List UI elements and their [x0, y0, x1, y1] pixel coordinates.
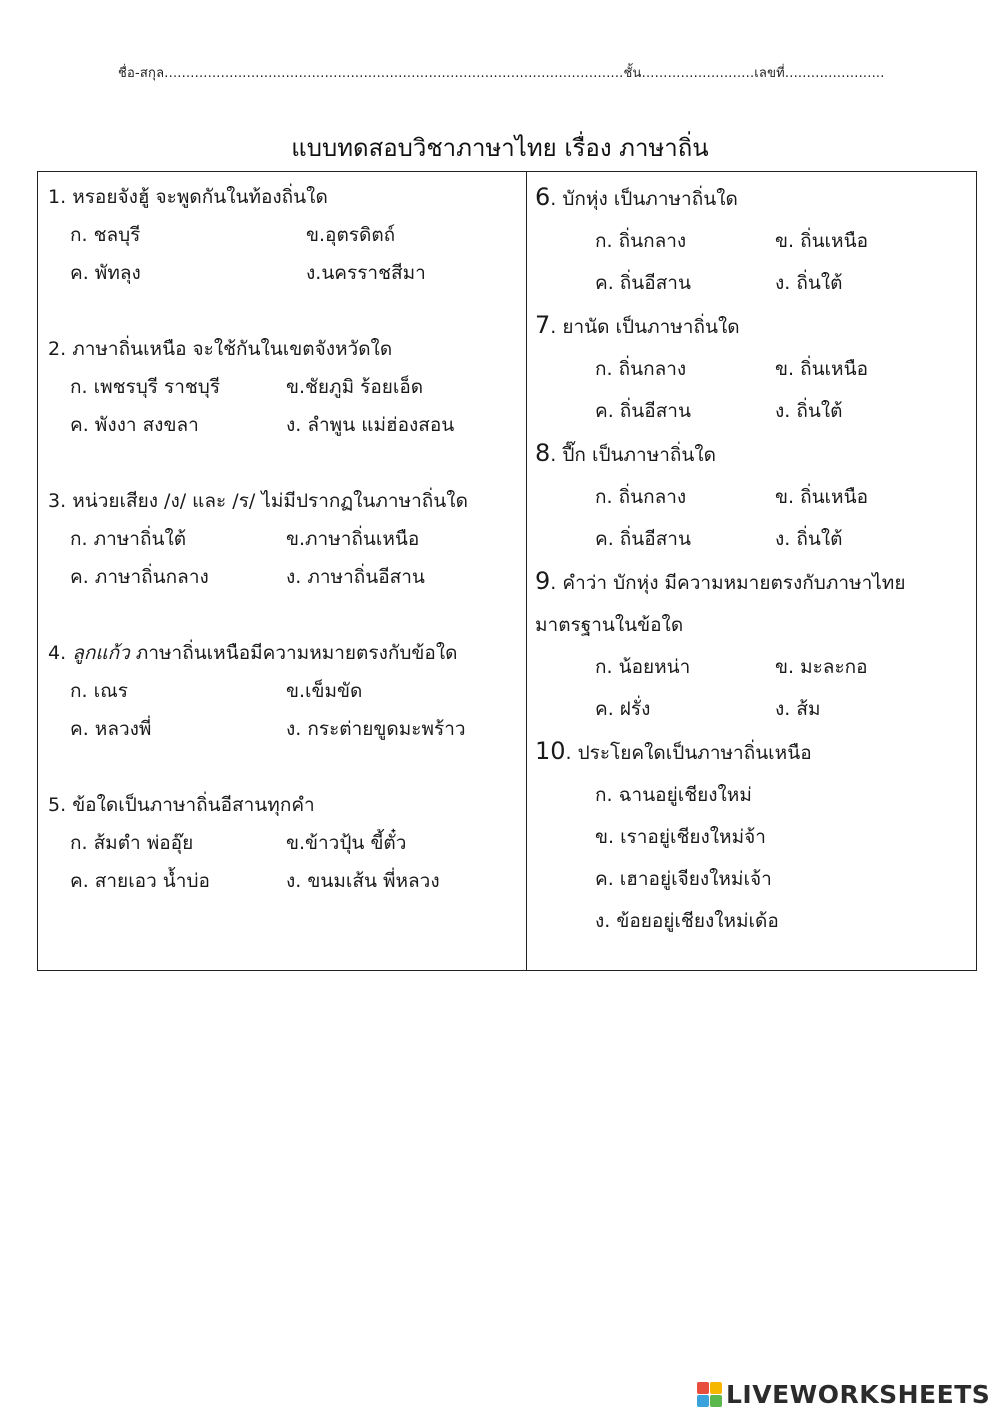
- question-text: ภาษาถิ่นเหนือ จะใช้กันในเขตจังหวัดใด: [72, 338, 393, 360]
- question-number: 2.: [48, 338, 67, 360]
- question-table: [37, 171, 977, 971]
- options-row: [48, 368, 518, 406]
- right-column: [535, 176, 975, 942]
- option-c[interactable]: ค. หลวงพี่: [70, 718, 152, 740]
- question-number: 1.: [48, 186, 67, 208]
- option-b[interactable]: ข. ถิ่นเหนือ: [775, 230, 868, 252]
- question-6: [535, 176, 975, 220]
- option-d[interactable]: ง. ลำพูน แม่ฮ่องสอน: [286, 414, 455, 436]
- option-b[interactable]: ข.ชัยภูมิ ร้อยเอ็ด: [286, 376, 424, 398]
- option-d[interactable]: ง.นครราชสีมา: [306, 262, 426, 284]
- option-d[interactable]: ง. ถิ่นใต้: [775, 528, 843, 550]
- options-row: [48, 406, 518, 444]
- question-9-continued: มาตรฐานในข้อใด: [535, 614, 684, 636]
- question-number: 8: [535, 439, 551, 467]
- question-number: 9: [535, 567, 551, 595]
- options-row: [48, 216, 518, 254]
- option-d[interactable]: ง. ถิ่นใต้: [775, 400, 843, 422]
- page-title: แบบทดสอบวิชาภาษาไทย เรื่อง ภาษาถิ่น: [291, 134, 709, 162]
- question-text: . บักหุ่ง เป็นภาษาถิ่นใด: [550, 188, 738, 210]
- logo-square-green: [710, 1395, 722, 1407]
- question-text: . ยานัด เป็นภาษาถิ่นใด: [550, 316, 740, 338]
- logo-square-blue: [697, 1395, 709, 1407]
- option-b[interactable]: ข. เราอยู่เชียงใหม่จ้า: [595, 826, 766, 848]
- option-d[interactable]: ง. ส้ม: [775, 698, 821, 720]
- question-text: ภาษาถิ่นเหนือมีความหมายตรงกับข้อใด: [129, 642, 458, 664]
- question-8: [535, 432, 975, 476]
- option-c[interactable]: ค. เฮาอยู่เจียงใหม่เจ้า: [595, 868, 772, 890]
- option-b[interactable]: ข. มะละกอ: [775, 656, 868, 678]
- left-column: [48, 178, 518, 900]
- options-row: [48, 710, 518, 748]
- option-a[interactable]: ก. ถิ่นกลาง: [595, 230, 687, 252]
- logo-square-red: [697, 1382, 709, 1394]
- options-row: [535, 518, 975, 560]
- question-3: [48, 482, 518, 520]
- question-number: 6: [535, 183, 551, 211]
- liveworksheets-logo: [697, 1378, 990, 1410]
- options-row: [535, 348, 975, 390]
- options-row: [535, 646, 975, 688]
- question-1: [48, 178, 518, 216]
- column-divider: [526, 172, 527, 970]
- options-row: [535, 220, 975, 262]
- option-b[interactable]: ข.ภาษาถิ่นเหนือ: [286, 528, 420, 550]
- option-c[interactable]: ค. ฝรั่ง: [595, 698, 651, 720]
- question-5: [48, 786, 518, 824]
- question-10: [535, 730, 975, 774]
- option-c[interactable]: ค. พัทลุง: [70, 262, 141, 284]
- options-row: [48, 824, 518, 862]
- options-row: [535, 262, 975, 304]
- logo-mark-icon: [697, 1382, 722, 1407]
- option-c[interactable]: ค. ถิ่นอีสาน: [595, 528, 691, 550]
- logo-text: LIVEWORKSHEETS: [726, 1379, 991, 1409]
- options-row: [48, 254, 518, 292]
- option-d[interactable]: ง. ขนมเส้น พี่หลวง: [286, 870, 440, 892]
- question-text: . ประโยคใดเป็นภาษาถิ่นเหนือ: [565, 742, 812, 764]
- option-a[interactable]: ก. ภาษาถิ่นใต้: [70, 528, 187, 550]
- option-d[interactable]: ง. ข้อยอยู่เชียงใหม่เด้อ: [595, 910, 779, 932]
- option-a[interactable]: ก. ฉานอยู่เชียงใหม่: [595, 784, 752, 806]
- question-text: ข้อใดเป็นภาษาถิ่นอีสานทุกคำ: [72, 794, 315, 816]
- options-row: [48, 672, 518, 710]
- question-4: [48, 634, 518, 672]
- option-a[interactable]: ก. ถิ่นกลาง: [595, 358, 687, 380]
- option-a[interactable]: ก. ส้มตำ พ่ออุ๊ย: [70, 832, 194, 854]
- option-b[interactable]: ข.ข้าวปุ้น ขี้ตั๋ว: [286, 832, 407, 854]
- options-row: [48, 558, 518, 596]
- question-9: [535, 560, 975, 604]
- option-d[interactable]: ง. กระต่ายขูดมะพร้าว: [286, 718, 466, 740]
- option-c[interactable]: ค. ภาษาถิ่นกลาง: [70, 566, 209, 588]
- option-a[interactable]: ก. ถิ่นกลาง: [595, 486, 687, 508]
- options-row: [535, 390, 975, 432]
- option-a[interactable]: ก. เพชรบุรี ราชบุรี: [70, 376, 221, 398]
- options-row: [535, 688, 975, 730]
- options-row: [535, 476, 975, 518]
- option-b[interactable]: ข. ถิ่นเหนือ: [775, 358, 868, 380]
- option-d[interactable]: ง. ถิ่นใต้: [775, 272, 843, 294]
- logo-square-yellow: [710, 1382, 722, 1394]
- option-b[interactable]: ข.เข็มขัด: [286, 680, 363, 702]
- option-a[interactable]: ก. เณร: [70, 680, 128, 702]
- option-b[interactable]: ข. ถิ่นเหนือ: [775, 486, 868, 508]
- option-a[interactable]: ก. น้อยหน่า: [595, 656, 691, 678]
- question-text: . คำว่า บักหุ่ง มีความหมายตรงกับภาษาไทย: [550, 572, 906, 594]
- option-c[interactable]: ค. ถิ่นอีสาน: [595, 400, 691, 422]
- option-c[interactable]: ค. สายเอว น้ำบ่อ: [70, 870, 210, 892]
- option-a[interactable]: ก. ชลบุรี: [70, 224, 141, 246]
- option-d[interactable]: ง. ภาษาถิ่นอีสาน: [286, 566, 425, 588]
- option-c[interactable]: ค. พังงา สงขลา: [70, 414, 199, 436]
- option-c[interactable]: ค. ถิ่นอีสาน: [595, 272, 691, 294]
- question-text: หน่วยเสียง /ง/ และ /ร/ ไม่มีปรากฏในภาษาถิ่นใด: [72, 490, 468, 512]
- question-keyword: ลูกแก้ว: [72, 642, 130, 664]
- question-number: 5.: [48, 794, 67, 816]
- options-row: [48, 520, 518, 558]
- option-b[interactable]: ข.อุตรดิตถ์: [306, 224, 396, 246]
- question-number: 4.: [48, 642, 67, 664]
- question-text: . ปี๊ก เป็นภาษาถิ่นใด: [550, 444, 717, 466]
- question-text: หรอยจังฮู้ จะพูดกันในท้องถิ่นใด: [72, 186, 328, 208]
- question-number: 3.: [48, 490, 67, 512]
- options-row: [48, 862, 518, 900]
- question-7: [535, 304, 975, 348]
- question-number: 10: [535, 737, 566, 765]
- question-2: [48, 330, 518, 368]
- question-number: 7: [535, 311, 551, 339]
- student-info-line: ชื่อ-สกุล..........................................................................................................ชั้น..........................เลขที่.......................: [118, 66, 885, 81]
